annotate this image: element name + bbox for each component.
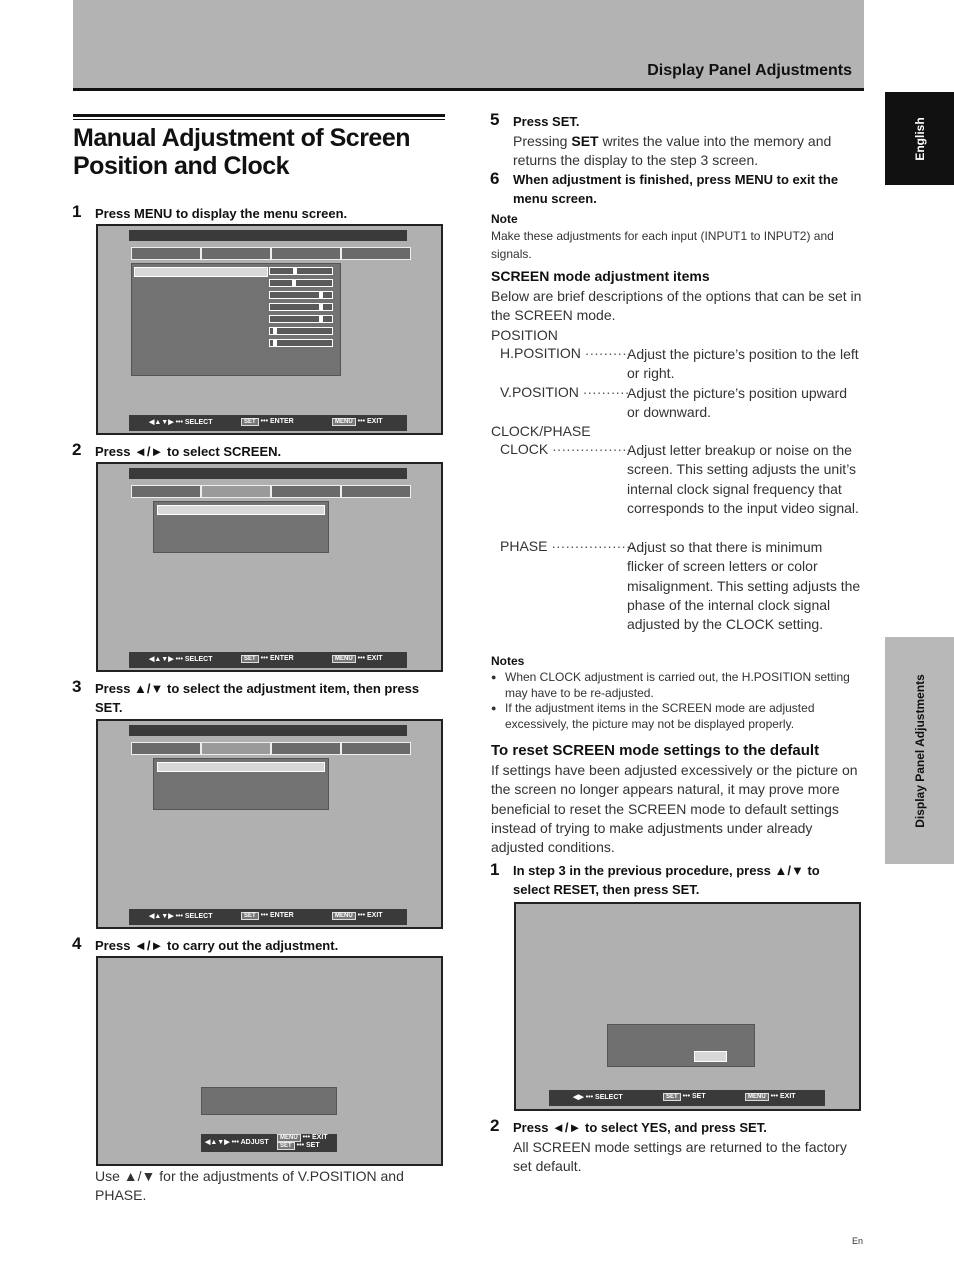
osd-screen-adjust — [96, 956, 443, 1166]
osd-menu-row-selected — [157, 762, 325, 772]
osd-help-bar — [129, 652, 407, 668]
title-rule-thin — [73, 119, 445, 120]
osd-slider-knob — [273, 339, 277, 347]
step4-note: Use ▲/▼ for the adjustments of V.POSITION and PHASE. — [95, 1168, 404, 1204]
step-text: When adjustment is finished, press MENU to exit the menu screen. — [513, 172, 839, 206]
title-rule — [73, 114, 445, 117]
osd-title-bar — [129, 230, 407, 241]
desc-hposition: Adjust the picture’s position to the left or right. — [627, 346, 859, 382]
step-number: 6 — [490, 169, 500, 188]
term-clock: CLOCK ·················· — [500, 441, 637, 457]
page-title: Manual Adjustment of Screen Position and Clock — [73, 124, 411, 180]
osd-slider-knob — [319, 303, 323, 311]
step5-body: Pressing SET writes the value into the memory and returns the display to the step 3 screen. — [513, 133, 832, 169]
section-tab — [885, 637, 954, 864]
section-tab-label: Display Panel Adjustments — [912, 673, 927, 828]
language-tab — [885, 92, 954, 185]
osd-tab — [271, 247, 341, 260]
osd-title-bar — [129, 725, 407, 736]
help-exit: MENU ••• EXIT — [332, 655, 383, 663]
page-label: En — [852, 1236, 864, 1246]
osd-tab — [271, 485, 341, 498]
desc-vposition: Adjust the picture’s position upward or downward. — [627, 385, 847, 421]
osd-menu-row-selected — [134, 267, 268, 277]
osd-title-bar — [129, 468, 407, 479]
header-rule — [73, 88, 864, 91]
osd-slider-knob — [319, 315, 323, 323]
osd-help-bar — [549, 1090, 825, 1106]
note-text: Make these adjustments for each input (INPUT1 to INPUT2) and signals. — [491, 229, 834, 261]
section-title: Display Panel Adjustments — [647, 62, 852, 79]
step-number: 2 — [72, 440, 82, 459]
osd-help-bar — [129, 909, 407, 925]
help-select: ◀▶ ••• SELECT — [573, 1094, 623, 1101]
osd-slider — [269, 291, 333, 299]
osd-tab — [201, 247, 271, 260]
step-number: 5 — [490, 110, 500, 129]
osd-yes-button — [694, 1051, 727, 1062]
osd-slider — [269, 303, 333, 311]
reset-intro: If settings have been adjusted excessively or the picture on the screen no longer appears natural, it may prove more beneficial to reset the SCREEN mode to default settings instead of trying to make adjustments under already adjusted conditions. — [491, 762, 858, 856]
osd-tab — [131, 485, 201, 498]
help-select: ◀▲▼▶ ••• SELECT — [149, 419, 213, 426]
osd-submenu-panel — [153, 501, 329, 553]
desc-clock: Adjust letter breakup or noise on the screen. This setting adjusts the unit’s internal clock signal frequency that corresponds to the input video signal. — [627, 442, 859, 516]
osd-tab — [341, 485, 411, 498]
list-item: ● When CLOCK adjustment is carried out, the H.POSITION setting may have to be re-adjusted. — [491, 670, 851, 701]
osd-tab-selected — [201, 742, 271, 755]
help-exit: MENU ••• EXIT — [277, 1134, 328, 1142]
osd-slider — [269, 339, 333, 347]
osd-slider-knob — [293, 267, 297, 275]
osd-submenu-panel — [153, 758, 329, 810]
osd-help-bar — [201, 1134, 337, 1152]
screen-items-heading: SCREEN mode adjustment items — [491, 268, 710, 284]
osd-tab-selected — [201, 485, 271, 498]
term-hposition: H.POSITION ·········· — [500, 345, 632, 361]
osd-screen-menu — [96, 224, 443, 435]
osd-reset-dialog — [607, 1024, 755, 1067]
step-text: Press ◄/► to carry out the adjustment. — [95, 938, 339, 953]
osd-slider — [269, 315, 333, 323]
help-exit: MENU ••• EXIT — [332, 912, 383, 920]
reset-heading: To reset SCREEN mode settings to the default — [491, 742, 820, 759]
osd-screen-reset — [514, 902, 861, 1111]
group-position: POSITION — [491, 327, 558, 343]
step-number: 4 — [72, 934, 82, 953]
help-set: SET ••• SET — [663, 1093, 706, 1101]
note-heading: Note — [491, 212, 518, 226]
step-number: 3 — [72, 677, 82, 696]
step-text: Press ▲/▼ to select the adjustment item, then press SET. — [95, 681, 420, 715]
help-enter: SET ••• ENTER — [241, 912, 294, 920]
step-text: Press MENU to display the menu screen. — [95, 206, 348, 221]
osd-screen-select — [96, 462, 443, 672]
osd-tab — [131, 247, 201, 260]
language-label: English — [912, 116, 927, 161]
osd-slider — [269, 279, 333, 287]
help-enter: SET ••• ENTER — [241, 655, 294, 663]
help-exit: MENU ••• EXIT — [332, 418, 383, 426]
osd-tab — [341, 742, 411, 755]
osd-slider-knob — [319, 291, 323, 299]
step-number: 1 — [490, 860, 500, 879]
help-exit: MENU ••• EXIT — [745, 1093, 796, 1101]
step-text: Press SET. — [513, 114, 580, 129]
help-enter: SET ••• ENTER — [241, 418, 294, 426]
screen-items-intro: Below are brief descriptions of the options that can be set in the SCREEN mode. — [491, 288, 862, 324]
reset-step2-body: All SCREEN mode settings are returned to the factory set default. — [513, 1139, 847, 1175]
step-number: 1 — [72, 202, 82, 221]
notes-list — [491, 670, 851, 732]
desc-phase: Adjust so that there is minimum flicker of screen letters or color misalignment. This setting adjusts the phase of the internal clock signal adjusted by the CLOCK setting. — [627, 539, 861, 633]
osd-help-bar — [129, 415, 407, 431]
osd-tab — [341, 247, 411, 260]
list-item: ● If the adjustment items in the SCREEN mode are adjusted excessively, the picture may not be displayed properly. — [491, 701, 851, 732]
step-text: Press ◄/► to select YES, and press SET. — [513, 1120, 767, 1135]
osd-tab — [131, 742, 201, 755]
term-vposition: V.POSITION ·········· — [500, 384, 630, 400]
step-number: 2 — [490, 1116, 500, 1135]
notes-heading: Notes — [491, 654, 525, 668]
osd-slider — [269, 327, 333, 335]
group-clock-phase: CLOCK/PHASE — [491, 423, 591, 439]
step-text: Press ◄/► to select SCREEN. — [95, 444, 282, 459]
osd-menu-row-selected — [157, 505, 325, 515]
term-phase: PHASE ·················· — [500, 538, 636, 554]
osd-slider-knob — [292, 279, 296, 287]
help-select: ◀▲▼▶ ••• SELECT — [149, 913, 213, 920]
osd-screen-item — [96, 719, 443, 929]
osd-slider — [269, 267, 333, 275]
step-text: In step 3 in the previous procedure, press ▲/▼ to select RESET, then press SET. — [513, 863, 820, 897]
osd-adjust-box — [201, 1087, 337, 1115]
help-set: SET ••• SET — [277, 1142, 320, 1150]
help-select: ◀▲▼▶ ••• SELECT — [149, 656, 213, 663]
osd-tab — [271, 742, 341, 755]
osd-slider-knob — [273, 327, 277, 335]
help-adjust: ◀▲▼▶ ••• ADJUST — [205, 1139, 269, 1146]
